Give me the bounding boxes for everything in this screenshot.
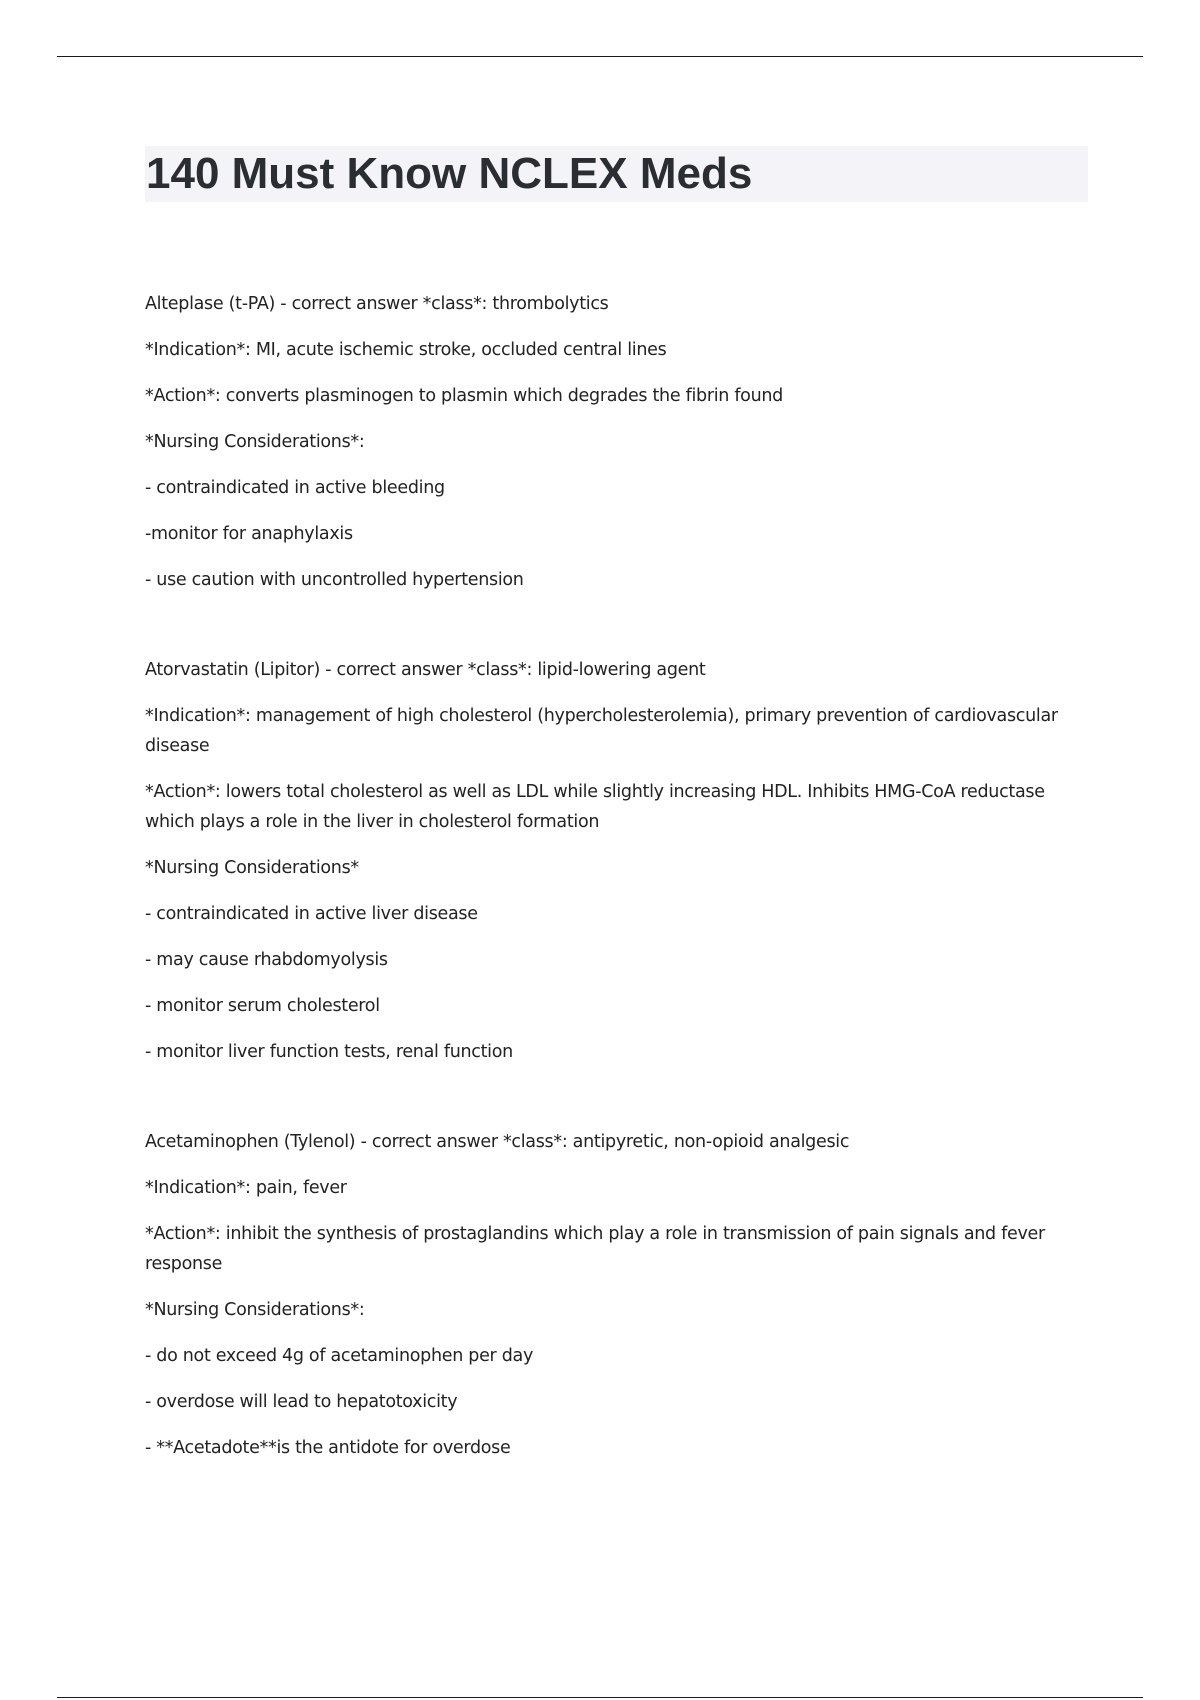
- indication-line: *Indication*: MI, acute ischemic stroke, occluded central lines: [145, 340, 667, 360]
- consideration-item: - do not exceed 4g of acetaminophen per day: [145, 1346, 533, 1366]
- consideration-item: - use caution with uncontrolled hypertension: [145, 570, 524, 590]
- consideration-item: - contraindicated in active bleeding: [145, 478, 445, 498]
- document-body: [145, 289, 1065, 1463]
- drug-class-line: Alteplase (t-PA) - correct answer *class*: thrombolytics: [145, 294, 609, 314]
- nursing-considerations-heading: *Nursing Considerations*:: [145, 1300, 365, 1320]
- drug-entry-alteplase: [145, 289, 1065, 595]
- consideration-item: - monitor serum cholesterol: [145, 996, 380, 1016]
- indication-line: *Indication*: management of high cholesterol (hypercholesterolemia), primary prevention of cardiovascular disease: [145, 706, 1058, 756]
- drug-class-line: Acetaminophen (Tylenol) - correct answer *class*: antipyretic, non-opioid analgesic: [145, 1132, 850, 1152]
- nursing-considerations-heading: *Nursing Considerations*: [145, 858, 359, 878]
- action-line: *Action*: converts plasminogen to plasmin which degrades the fibrin found: [145, 386, 783, 406]
- drug-entry-atorvastatin: [145, 655, 1065, 1067]
- bottom-rule: [57, 1697, 1143, 1698]
- consideration-item: - contraindicated in active liver disease: [145, 904, 478, 924]
- top-rule: [57, 56, 1143, 57]
- drug-entry-acetaminophen: [145, 1127, 1065, 1463]
- consideration-item: - **Acetadote**is the antidote for overdose: [145, 1438, 511, 1458]
- consideration-item: - may cause rhabdomyolysis: [145, 950, 388, 970]
- action-line: *Action*: inhibit the synthesis of prostaglandins which play a role in transmission of pain signals and fever response: [145, 1224, 1045, 1274]
- consideration-item: - overdose will lead to hepatotoxicity: [145, 1392, 458, 1412]
- action-line: *Action*: lowers total cholesterol as well as LDL while slightly increasing HDL. Inhibits HMG-CoA reductase which plays a role in the liver in cholesterol formation: [145, 782, 1045, 832]
- nursing-considerations-heading: *Nursing Considerations*:: [145, 432, 365, 452]
- indication-line: *Indication*: pain, fever: [145, 1178, 347, 1198]
- consideration-item: -monitor for anaphylaxis: [145, 524, 353, 544]
- consideration-item: - monitor liver function tests, renal function: [145, 1042, 513, 1062]
- page-title: 140 Must Know NCLEX Meds: [146, 149, 753, 198]
- drug-class-line: Atorvastatin (Lipitor) - correct answer *class*: lipid-lowering agent: [145, 660, 706, 680]
